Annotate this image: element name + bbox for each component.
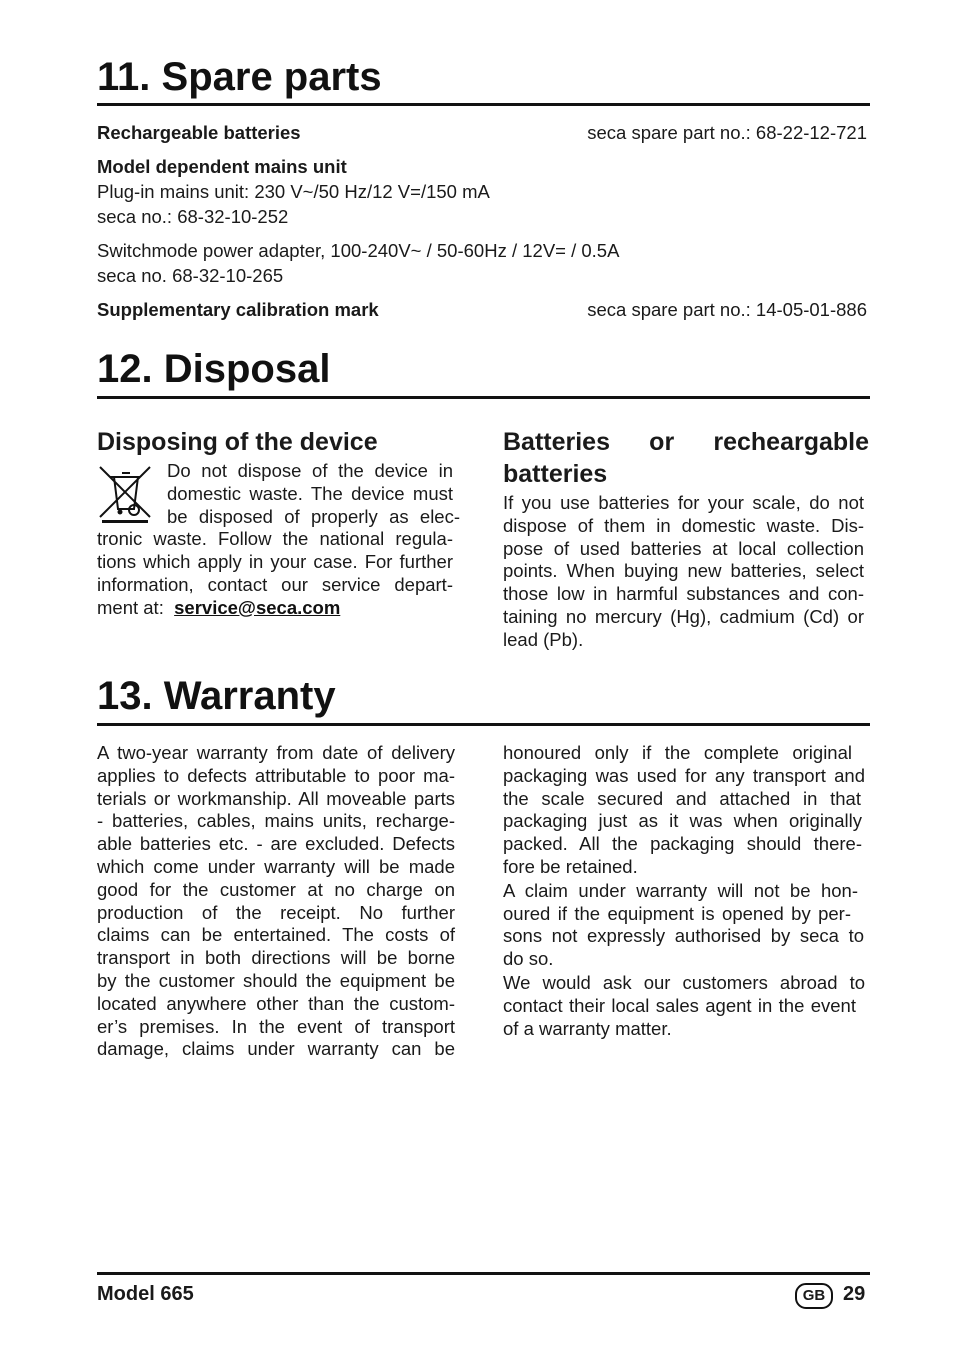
text-line: able batteries etc. - are excluded. Defects — [97, 833, 455, 855]
mains-unit-label: Model dependent mains unit — [97, 156, 347, 177]
text-line: packed. All the packaging should there- — [503, 833, 862, 855]
text-line: oured if the equipment is opened by per- — [503, 902, 851, 924]
disposal-heading: 12. Disposal — [97, 347, 331, 391]
text-line: claims can be entertained. The costs of — [97, 924, 455, 946]
mains-unit-spec: Plug-in mains unit: 230 V~/50 Hz/12 V=/150 mA — [97, 181, 490, 202]
text-line: damage, claims under warranty can be — [97, 1038, 455, 1060]
service-email-link[interactable]: service@seca.com — [174, 596, 341, 618]
text-line: fore be retained. — [503, 855, 638, 877]
warranty-right-column — [503, 742, 865, 1040]
text-line: terials or workmanship. All moveable parts — [97, 787, 455, 809]
text-line: pose of used batteries at local collection — [503, 537, 864, 559]
heading-rule — [97, 723, 870, 726]
disposing-device-intro — [167, 460, 460, 528]
crossed-out-wheelie-bin-icon — [96, 463, 154, 525]
text-line: packaging was used for any transport and — [503, 764, 865, 786]
contact-prefix: ment at: — [97, 596, 164, 618]
text-line: er’s premises. In the event of transport — [97, 1015, 455, 1037]
text-line: production of the receipt. No further — [97, 901, 455, 923]
spare-parts-heading: 11. Spare parts — [97, 55, 382, 99]
text-line: be disposed of properly as elec- — [167, 505, 460, 527]
text-line: domestic waste. The device must — [167, 482, 453, 504]
text-line: packaging just as it was when originally — [503, 810, 862, 832]
text-line: which come under warranty will be made — [97, 855, 455, 877]
batteries-part-number: seca spare part no.: 68-22-12-721 — [587, 122, 867, 143]
text-line: tions which apply in your case. For further — [97, 551, 453, 573]
text-line: If you use batteries for your scale, do not — [503, 492, 864, 513]
model-label: Model 665 — [97, 1283, 194, 1305]
text-line: taining no mercury (Hg), cadmium (Cd) or — [503, 605, 864, 627]
text-line: the scale secured and attached in that — [503, 787, 861, 809]
calibration-label: Supplementary calibration mark — [97, 299, 379, 320]
text-line: honoured only if the complete original — [503, 742, 852, 763]
footer-rule — [97, 1272, 870, 1275]
text-line: do so. — [503, 948, 554, 970]
adapter-number: seca no. 68-32-10-265 — [97, 265, 284, 286]
text-line: good for the customer at no charge on — [97, 878, 455, 900]
batteries-title: Batteries or recheargable — [503, 428, 869, 456]
heading-rule — [97, 103, 870, 106]
text-line: dispose of them in domestic waste. Dis- — [503, 514, 864, 536]
adapter-spec: Switchmode power adapter, 100-240V~ / 50-60Hz / 12V= / 0.5A — [97, 240, 620, 261]
warranty-left-column — [97, 742, 455, 1061]
text-line: Do not dispose of the device in — [167, 460, 453, 481]
calibration-part-number: seca spare part no.: 14-05-01-886 — [587, 299, 867, 320]
text-line: lead (Pb). — [503, 628, 584, 650]
page-number: 29 — [843, 1283, 866, 1305]
text-line: applies to defects attributable to poor ma- — [97, 764, 455, 786]
text-line: - batteries, cables, mains units, recharge- — [97, 810, 455, 832]
text-line: We would ask our customers abroad to — [503, 971, 865, 993]
country-code: GB — [795, 1283, 833, 1309]
batteries-title-line2: batteries — [503, 460, 608, 488]
heading-rule — [97, 396, 870, 399]
text-line: contact their local sales agent in the event — [503, 994, 856, 1016]
text-line: sons not expressly authorised by seca to — [503, 925, 864, 947]
text-line: those low in harmful substances and con- — [503, 583, 864, 605]
text-line — [97, 597, 453, 620]
mains-unit-number: seca no.: 68-32-10-252 — [97, 206, 289, 227]
text-line: A two-year warranty from date of delivery — [97, 742, 455, 763]
text-line: by the customer should the equipment be — [97, 969, 455, 991]
disposing-device-title: Disposing of the device — [97, 428, 378, 456]
warranty-heading: 13. Warranty — [97, 674, 336, 718]
text-line: tronic waste. Follow the national regula- — [97, 528, 453, 550]
batteries-label: Rechargeable batteries — [97, 122, 301, 143]
disposing-device-body — [97, 528, 453, 619]
batteries-body — [503, 492, 864, 652]
country-badge — [795, 1283, 833, 1309]
text-line: information, contact our service depart- — [97, 573, 453, 595]
text-line: located anywhere other than the custom- — [97, 992, 455, 1014]
text-line: A claim under warranty will not be hon- — [503, 879, 858, 901]
text-line: of a warranty matter. — [503, 1017, 672, 1039]
text-line: points. When buying new batteries, select — [503, 560, 864, 582]
text-line: transport in both directions will be borne — [97, 947, 455, 969]
